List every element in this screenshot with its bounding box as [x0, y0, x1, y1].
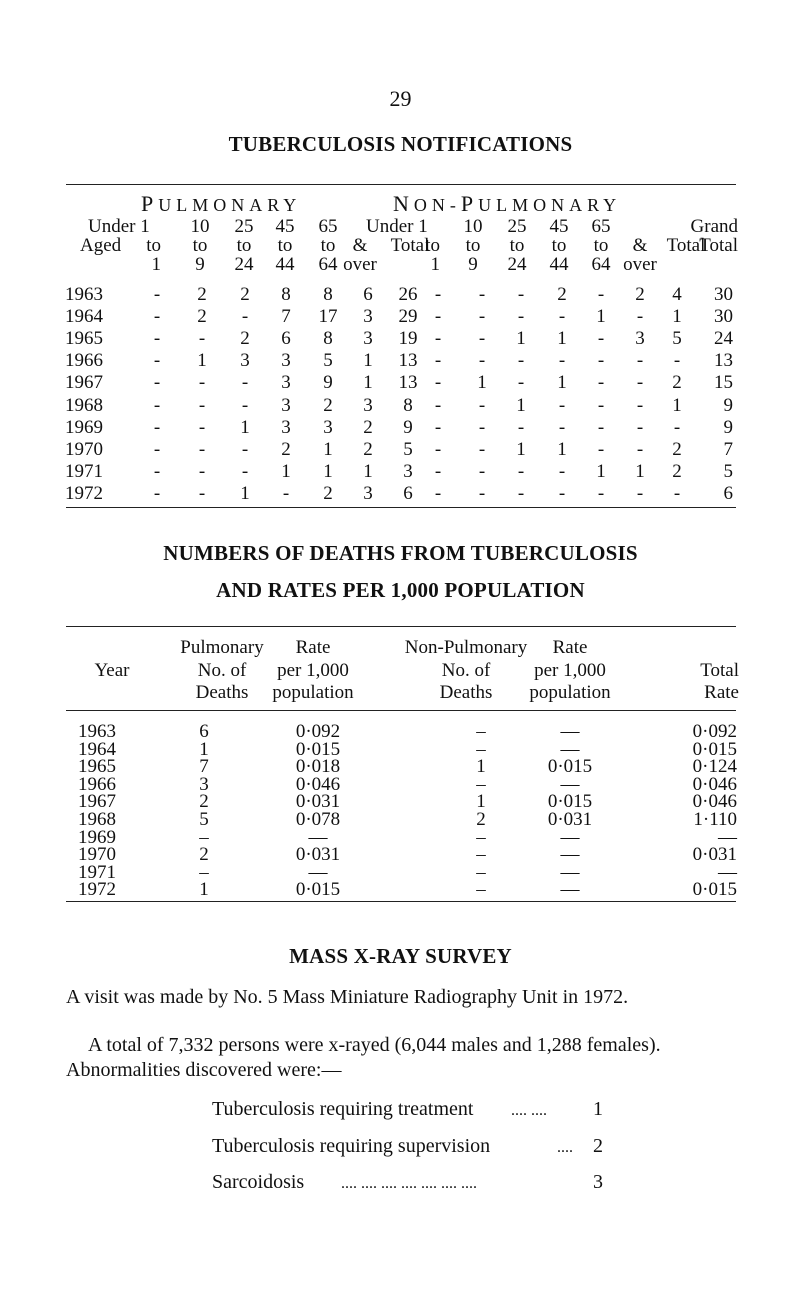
pulmonary-deaths: 6: [199, 721, 209, 742]
non-pulmonary-cell: -: [636, 482, 644, 504]
pulmonary-age-header: to: [146, 235, 161, 256]
pulmonary-cell: 1: [363, 372, 373, 394]
pulmonary-cell: -: [198, 438, 206, 460]
pulmonary-cell: -: [153, 306, 161, 328]
pulmonary-cell: 2: [240, 284, 250, 305]
non-pulmonary-cell: -: [673, 416, 681, 438]
header-year: Year: [94, 660, 130, 681]
header-pulmonary: No. of: [197, 660, 247, 681]
pulmonary-rate: 0·015: [295, 879, 341, 901]
pulmonary-deaths: 2: [199, 844, 209, 866]
pulmonary-cell: -: [241, 372, 249, 394]
mass-xray-para1: A visit was made by No. 5 Mass Miniature Radiography Unit in 1972.: [66, 986, 629, 1008]
pulmonary-cell: -: [282, 482, 290, 504]
header-non-pulmonary: Deaths: [439, 682, 493, 703]
non-pulmonary-cell: -: [434, 372, 442, 394]
pulmonary-rate: 0·046: [295, 773, 341, 795]
group-header-non-pulmonary: NON-PULMONARY: [393, 191, 622, 216]
non-pulmonary-cell: -: [673, 350, 681, 372]
non-pulmonary-cell: -: [597, 438, 605, 460]
non-pulmonary-age-header: 44: [549, 254, 569, 275]
pulmonary-rate: 0·031: [295, 791, 341, 813]
pulmonary-cell: 3: [363, 328, 373, 350]
pulmonary-cell: 1: [363, 350, 373, 372]
pulmonary-rate: —: [308, 861, 328, 883]
non-pulmonary-deaths: 1: [476, 756, 486, 778]
pulmonary-cell: 1: [363, 460, 373, 482]
non-pulmonary-cell: -: [636, 306, 644, 328]
non-pulmonary-age-header: 1: [430, 254, 440, 275]
non-pulmonary-cell: -: [558, 460, 566, 482]
deaths-title-line1: NUMBERS OF DEATHS FROM TUBERCULOSIS: [163, 541, 638, 565]
pulmonary-cell: 1: [240, 482, 250, 504]
header-pulmonary: Deaths: [195, 682, 249, 703]
pulmonary-cell: -: [198, 416, 206, 438]
non-pulmonary-age-header: 45: [549, 216, 569, 237]
row-year: 1964: [78, 738, 116, 760]
pulmonary-rate: 0·018: [295, 756, 341, 778]
non-pulmonary-deaths: –: [476, 879, 486, 901]
pulmonary-cell: -: [241, 394, 249, 416]
non-pulmonary-deaths: 1: [476, 791, 486, 813]
non-pulmonary-cell: -: [478, 350, 486, 372]
tb-notifications-title: TUBERCULOSIS NOTIFICATIONS: [228, 132, 573, 156]
row-year: 1970: [78, 844, 116, 866]
non-pulmonary-cell: -: [478, 306, 486, 328]
row-year: 1966: [78, 773, 116, 795]
pulmonary-cell: 6: [403, 482, 413, 504]
non-pulmonary-cell: -: [478, 438, 486, 460]
pulmonary-cell: 17: [318, 306, 338, 328]
pulmonary-cell: 2: [240, 328, 250, 350]
pulmonary-cell: 3: [403, 460, 413, 482]
non-pulmonary-age-header: to: [509, 235, 525, 256]
non-pulmonary-age-header: to: [465, 235, 481, 256]
non-pulmonary-age-header: over: [623, 254, 657, 275]
pulmonary-cell: -: [153, 394, 161, 416]
pulmonary-cell: 2: [197, 284, 207, 305]
pulmonary-rate: 0·092: [295, 721, 341, 742]
pulmonary-age-header: to: [277, 235, 293, 256]
non-pulmonary-cell: 3: [635, 328, 645, 350]
non-pulmonary-cell: -: [558, 416, 566, 438]
table-row-year: 1972: [65, 482, 103, 504]
non-pulmonary-cell: -: [636, 438, 644, 460]
non-pulmonary-cell: -: [597, 328, 605, 350]
grand-total-cell: 7: [723, 438, 733, 460]
header-total-rate: Rate: [704, 682, 739, 703]
grand-total-cell: 9: [723, 394, 733, 416]
non-pulmonary-cell: -: [478, 416, 486, 438]
row-year: 1963: [78, 721, 116, 742]
non-pulmonary-rate: —: [560, 738, 580, 760]
pulmonary-cell: 1: [281, 460, 291, 482]
pulmonary-cell: 2: [281, 438, 291, 460]
header-grand: Grand: [690, 216, 738, 237]
non-pulmonary-cell: 2: [672, 460, 682, 482]
pulmonary-cell: -: [241, 438, 249, 460]
page-number: 29: [389, 86, 412, 111]
pulmonary-cell: 3: [281, 394, 291, 416]
pulmonary-cell: 1: [197, 350, 207, 372]
pulmonary-cell: -: [241, 306, 249, 328]
pulmonary-cell: -: [153, 328, 161, 350]
table-row-year: 1965: [65, 328, 103, 350]
header-grand-total: Total: [699, 235, 738, 256]
pulmonary-age-header: to: [236, 235, 252, 256]
pulmonary-cell: 2: [197, 306, 207, 328]
non-pulmonary-cell: 1: [596, 306, 606, 328]
pulmonary-deaths: 1: [199, 879, 209, 901]
pulmonary-cell: 29: [398, 306, 418, 328]
non-pulmonary-age-header: Total: [666, 235, 706, 256]
non-pulmonary-age-header: to: [593, 235, 609, 256]
pulmonary-cell: -: [198, 394, 206, 416]
row-year: 1969: [78, 826, 116, 848]
non-pulmonary-age-header: 9: [468, 254, 478, 275]
non-pulmonary-cell: 1: [477, 372, 487, 394]
pulmonary-cell: -: [153, 372, 161, 394]
non-pulmonary-deaths: –: [476, 826, 486, 848]
pulmonary-cell: 6: [363, 284, 373, 305]
non-pulmonary-cell: 2: [672, 372, 682, 394]
pulmonary-cell: 5: [323, 350, 333, 372]
pulmonary-cell: 13: [398, 372, 418, 394]
non-pulmonary-cell: -: [434, 394, 442, 416]
non-pulmonary-deaths: 2: [476, 809, 486, 830]
header-pulmonary-rate: Rate: [295, 637, 331, 658]
non-pulmonary-cell: -: [434, 284, 442, 305]
pulmonary-age-header: &: [352, 235, 368, 256]
pulmonary-cell: 8: [281, 284, 291, 305]
non-pulmonary-cell: 1: [516, 394, 526, 416]
header-non-pulmonary-rate: per 1,000: [534, 660, 606, 681]
total-rate: 1·110: [693, 809, 737, 830]
grand-total-cell: 30: [714, 306, 733, 328]
row-year: 1965: [78, 756, 116, 778]
non-pulmonary-cell: -: [558, 394, 566, 416]
pulmonary-cell: -: [153, 350, 161, 372]
pulmonary-cell: -: [241, 460, 249, 482]
header-non-pulmonary-rate: Rate: [552, 637, 588, 658]
pulmonary-cell: 9: [323, 372, 333, 394]
header-aged: Aged: [80, 235, 122, 256]
non-pulmonary-cell: -: [558, 482, 566, 504]
pulmonary-age-header: Total: [390, 235, 430, 256]
non-pulmonary-cell: -: [478, 284, 486, 305]
non-pulmonary-cell: 4: [672, 284, 682, 305]
pulmonary-age-header: to: [192, 235, 208, 256]
non-pulmonary-rate: —: [560, 844, 580, 866]
table-row-year: 1963: [65, 284, 103, 305]
table-row-year: 1968: [65, 394, 103, 416]
non-pulmonary-age-header: 64: [591, 254, 611, 275]
pulmonary-age-header: to: [320, 235, 336, 256]
row-year: 1968: [78, 809, 116, 830]
non-pulmonary-rate: —: [560, 861, 580, 883]
pulmonary-cell: 8: [403, 394, 413, 416]
total-rate: —: [718, 861, 737, 883]
pulmonary-rate: —: [308, 826, 328, 848]
non-pulmonary-cell: -: [558, 306, 566, 328]
non-pulmonary-deaths: –: [476, 773, 486, 795]
pulmonary-cell: 3: [281, 372, 291, 394]
pulmonary-age-header: 25: [234, 216, 254, 237]
pulmonary-age-header: Under 1: [88, 216, 150, 237]
total-rate: 0·015: [692, 738, 737, 760]
table-row-year: 1966: [65, 350, 103, 372]
non-pulmonary-cell: -: [434, 438, 442, 460]
total-rate: 0·046: [692, 773, 737, 795]
grand-total-cell: 30: [714, 284, 733, 305]
non-pulmonary-cell: -: [478, 394, 486, 416]
finding-count: 3: [593, 1171, 603, 1193]
pulmonary-cell: 8: [323, 284, 333, 305]
pulmonary-rate: 0·031: [295, 844, 341, 866]
pulmonary-cell: 1: [323, 460, 333, 482]
non-pulmonary-cell: -: [517, 482, 525, 504]
non-pulmonary-cell: -: [478, 482, 486, 504]
non-pulmonary-cell: 1: [672, 394, 682, 416]
pulmonary-age-header: 44: [275, 254, 295, 275]
non-pulmonary-cell: 1: [557, 372, 567, 394]
non-pulmonary-rate: 0·015: [547, 791, 593, 813]
grand-total-cell: 9: [723, 416, 733, 438]
pulmonary-cell: -: [153, 482, 161, 504]
non-pulmonary-cell: 2: [557, 284, 567, 305]
non-pulmonary-cell: -: [636, 394, 644, 416]
non-pulmonary-cell: -: [558, 350, 566, 372]
non-pulmonary-cell: 2: [635, 284, 645, 305]
pulmonary-cell: 2: [363, 438, 373, 460]
table-row-year: 1971: [65, 460, 103, 482]
pulmonary-deaths: 7: [199, 756, 209, 778]
pulmonary-cell: 26: [398, 284, 418, 305]
pulmonary-cell: -: [198, 372, 206, 394]
pulmonary-cell: 1: [240, 416, 250, 438]
pulmonary-cell: 2: [323, 482, 333, 504]
total-rate: 0·015: [692, 879, 737, 901]
pulmonary-rate: 0·015: [295, 738, 341, 760]
pulmonary-cell: 5: [403, 438, 413, 460]
non-pulmonary-age-header: to: [551, 235, 567, 256]
pulmonary-cell: 3: [363, 482, 373, 504]
pulmonary-cell: 3: [281, 350, 291, 372]
pulmonary-deaths: 5: [199, 809, 209, 830]
non-pulmonary-cell: 1: [596, 460, 606, 482]
non-pulmonary-cell: -: [636, 350, 644, 372]
finding-leader: ....: [557, 1139, 573, 1156]
non-pulmonary-cell: -: [517, 416, 525, 438]
pulmonary-cell: -: [198, 460, 206, 482]
non-pulmonary-cell: -: [597, 372, 605, 394]
pulmonary-cell: -: [153, 438, 161, 460]
non-pulmonary-age-header: to: [425, 235, 440, 256]
non-pulmonary-cell: -: [434, 482, 442, 504]
non-pulmonary-cell: -: [434, 350, 442, 372]
mass-xray-para2-line2: Abnormalities discovered were:—: [66, 1059, 342, 1081]
non-pulmonary-cell: 1: [672, 306, 682, 328]
non-pulmonary-rate: —: [560, 826, 580, 848]
finding-leader: .... .... .... .... .... .... ....: [341, 1175, 477, 1192]
group-header-pulmonary: PULMONARY: [141, 191, 302, 216]
pulmonary-age-header: over: [343, 254, 377, 275]
pulmonary-deaths: 2: [199, 791, 209, 813]
finding-label: Tuberculosis requiring supervision: [212, 1135, 491, 1157]
non-pulmonary-rate: —: [560, 773, 580, 795]
pulmonary-deaths: –: [199, 861, 209, 883]
finding-label: Sarcoidosis: [212, 1171, 305, 1193]
mass-xray-para2-line1: A total of 7,332 persons were x-rayed (6,044 males and 1,288 females).: [88, 1034, 661, 1056]
pulmonary-deaths: –: [199, 826, 209, 848]
pulmonary-age-header: 45: [275, 216, 295, 237]
row-year: 1967: [78, 791, 116, 813]
non-pulmonary-cell: 1: [635, 460, 645, 482]
non-pulmonary-cell: -: [517, 350, 525, 372]
non-pulmonary-deaths: –: [476, 721, 486, 742]
pulmonary-cell: 2: [363, 416, 373, 438]
non-pulmonary-cell: -: [478, 460, 486, 482]
grand-total-cell: 13: [714, 350, 733, 372]
non-pulmonary-age-header: 24: [507, 254, 527, 275]
non-pulmonary-cell: -: [636, 416, 644, 438]
pulmonary-cell: -: [153, 416, 161, 438]
non-pulmonary-rate: 0·015: [547, 756, 593, 778]
non-pulmonary-cell: -: [517, 306, 525, 328]
grand-total-cell: 6: [723, 482, 733, 504]
total-rate: 0·031: [692, 844, 737, 866]
table-row-year: 1967: [65, 372, 103, 394]
non-pulmonary-deaths: –: [476, 738, 486, 760]
pulmonary-age-header: 64: [318, 254, 338, 275]
pulmonary-age-header: 9: [195, 254, 205, 275]
grand-total-cell: 15: [714, 372, 733, 394]
pulmonary-cell: 2: [323, 394, 333, 416]
pulmonary-cell: 13: [398, 350, 418, 372]
header-pulmonary: Pulmonary: [180, 637, 264, 658]
row-year: 1971: [78, 861, 116, 883]
row-year: 1972: [78, 879, 116, 901]
pulmonary-deaths: 3: [199, 773, 209, 795]
pulmonary-cell: 3: [363, 306, 373, 328]
pulmonary-cell: 9: [403, 416, 413, 438]
pulmonary-cell: 1: [323, 438, 333, 460]
pulmonary-age-header: 10: [190, 216, 210, 237]
grand-total-cell: 5: [723, 460, 733, 482]
table-row-year: 1969: [65, 416, 103, 438]
pulmonary-age-header: 1: [151, 254, 161, 275]
non-pulmonary-cell: 1: [516, 438, 526, 460]
finding-count: 2: [593, 1135, 603, 1157]
pulmonary-deaths: 1: [199, 738, 209, 760]
non-pulmonary-deaths: –: [476, 844, 486, 866]
header-non-pulmonary-rate: population: [529, 682, 611, 703]
header-pulmonary-rate: per 1,000: [277, 660, 349, 681]
non-pulmonary-cell: -: [517, 460, 525, 482]
finding-label: Tuberculosis requiring treatment: [212, 1098, 474, 1120]
non-pulmonary-age-header: 25: [507, 216, 527, 237]
non-pulmonary-cell: -: [434, 306, 442, 328]
pulmonary-rate: 0·078: [295, 809, 341, 830]
pulmonary-cell: -: [153, 460, 161, 482]
non-pulmonary-cell: 1: [557, 328, 567, 350]
non-pulmonary-cell: -: [434, 460, 442, 482]
table2-header-rule: [66, 710, 736, 711]
non-pulmonary-cell: -: [597, 284, 605, 305]
non-pulmonary-cell: -: [597, 394, 605, 416]
pulmonary-age-header: 24: [234, 254, 254, 275]
total-rate: —: [718, 826, 737, 848]
pulmonary-cell: 3: [240, 350, 250, 372]
non-pulmonary-cell: -: [597, 482, 605, 504]
pulmonary-cell: 3: [363, 394, 373, 416]
pulmonary-cell: 3: [323, 416, 333, 438]
header-non-pulmonary: Non-Pulmonary: [404, 637, 528, 658]
non-pulmonary-cell: -: [673, 482, 681, 504]
non-pulmonary-cell: -: [597, 350, 605, 372]
non-pulmonary-age-header: Under 1: [366, 216, 428, 237]
pulmonary-cell: -: [153, 284, 161, 305]
non-pulmonary-cell: -: [636, 372, 644, 394]
non-pulmonary-cell: -: [597, 416, 605, 438]
non-pulmonary-deaths: –: [476, 861, 486, 883]
mass-xray-title: MASS X-RAY SURVEY: [289, 944, 512, 968]
pulmonary-cell: 8: [323, 328, 333, 350]
table-row-year: 1970: [65, 438, 103, 460]
finding-count: 1: [593, 1098, 603, 1120]
pulmonary-cell: -: [198, 328, 206, 350]
non-pulmonary-age-header: &: [632, 235, 648, 256]
non-pulmonary-rate: —: [560, 721, 580, 742]
finding-leader: .... ....: [511, 1102, 547, 1119]
pulmonary-cell: 3: [281, 416, 291, 438]
non-pulmonary-cell: -: [478, 328, 486, 350]
non-pulmonary-rate: —: [560, 879, 580, 901]
non-pulmonary-cell: -: [517, 284, 525, 305]
non-pulmonary-age-header: 65: [591, 216, 611, 237]
pulmonary-cell: 19: [398, 328, 418, 350]
non-pulmonary-cell: 2: [672, 438, 682, 460]
header-non-pulmonary: No. of: [441, 660, 491, 681]
table2-bottom-rule: [66, 901, 736, 902]
non-pulmonary-cell: 5: [672, 328, 682, 350]
header-pulmonary-rate: population: [272, 682, 354, 703]
non-pulmonary-rate: 0·031: [547, 809, 593, 830]
non-pulmonary-cell: -: [434, 416, 442, 438]
total-rate: 0·046: [692, 791, 737, 813]
grand-total-cell: 24: [714, 328, 733, 350]
pulmonary-age-header: 65: [318, 216, 338, 237]
pulmonary-cell: 7: [281, 306, 291, 328]
non-pulmonary-cell: 1: [516, 328, 526, 350]
non-pulmonary-cell: -: [434, 328, 442, 350]
deaths-title-line2: AND RATES PER 1,000 POPULATION: [216, 578, 585, 602]
total-rate: 0·092: [692, 721, 737, 742]
pulmonary-cell: 6: [281, 328, 291, 350]
pulmonary-cell: -: [198, 482, 206, 504]
header-total-rate: Total: [700, 660, 739, 681]
total-rate: 0·124: [692, 756, 737, 778]
table-row-year: 1964: [65, 306, 103, 328]
non-pulmonary-cell: 1: [557, 438, 567, 460]
non-pulmonary-cell: -: [517, 372, 525, 394]
non-pulmonary-age-header: 10: [463, 216, 483, 237]
